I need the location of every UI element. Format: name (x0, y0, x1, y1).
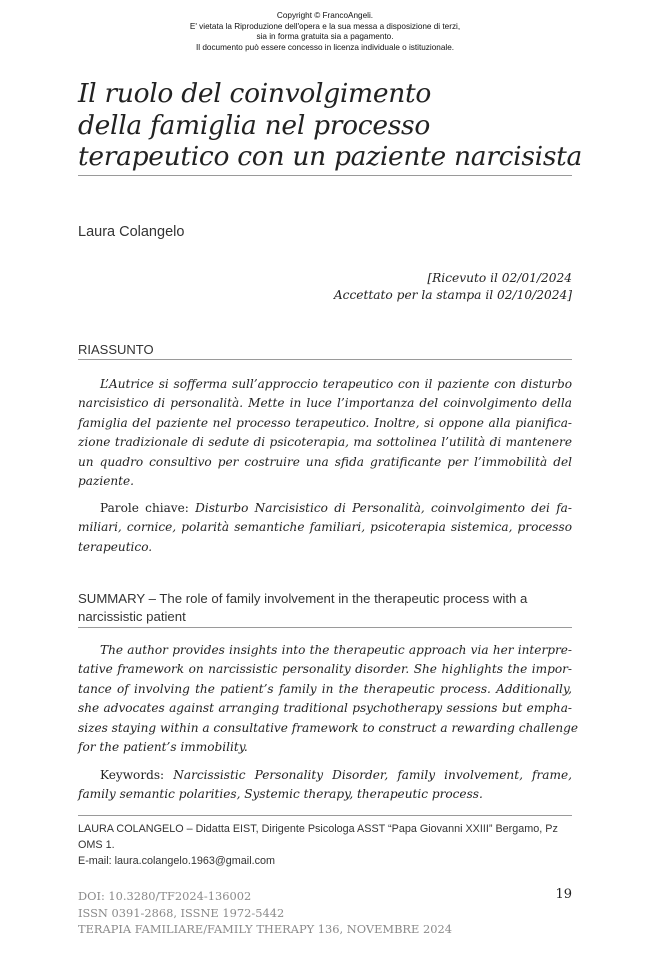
summary-heading-line: SUMMARY – The role of family involvement in the therapeutic process with a (78, 591, 528, 606)
doi-line: DOI: 10.3280/TF2024-136002 (78, 889, 252, 903)
abstract-line: narcisistico di personalità. Mette in luce l’importanza del coinvolgimento della (78, 396, 572, 411)
title-line: Il ruolo del coinvolgimento (78, 78, 432, 109)
copyright-line: Copyright © FrancoAngeli. (276, 11, 374, 20)
keywords-label: Parole chiave: (100, 501, 189, 515)
affiliation-line: LAURA COLANGELO – Didatta EIST, Dirigente Psicologa ASST “Papa Giovanni XXIII” Bergamo, Pz (78, 823, 558, 835)
abstract-line: un quadro consultivo per costruire una sfida gratificante per l’immobilità del (78, 454, 572, 469)
keywords-line: miliari, cornice, polarità semantiche familiari, psicoterapia sistemica, processo (78, 520, 572, 535)
abstract-line: tative framework on narcissistic personality disorder. She highlights the impor- (78, 662, 572, 677)
riassunto-abstract (78, 375, 572, 491)
copyright-line: E' vietata la Riproduzione dell'opera e la sua messa a disposizione di terzi, (189, 21, 461, 31)
title-line: terapeutico con un paziente narcisista (78, 141, 582, 172)
keywords-line: Narcissistic Personality Disorder, family involvement, frame, (173, 768, 572, 782)
abstract-line: The author provides insights into the therapeutic approach via her interpre- (100, 643, 572, 657)
copyright-notice (0, 11, 650, 53)
affiliation-line: OMS 1. (78, 839, 115, 851)
riassunto-keywords (78, 499, 572, 557)
title-divider (78, 175, 572, 176)
copyright-line: sia in forma gratuita sia a pagamento. (256, 32, 394, 42)
summary-heading (78, 590, 572, 626)
summary-abstract (78, 641, 579, 757)
abstract-line: zione tradizionale di sedute di psicoterapia, ma sottolinea l’utilità di mantenere (78, 435, 572, 450)
abstract-line: tance of involving the patient’s family in the therapeutic process. Additionally, (78, 681, 572, 696)
issn-line: ISSN 0391-2868, ISSNE 1972-5442 (78, 905, 285, 920)
copyright-line: Il documento può essere concesso in licenza individuale o istituzionale. (195, 42, 455, 52)
publication-info (78, 888, 452, 938)
accepted-date: Accettato per la stampa il 02/10/2024] (333, 288, 572, 302)
summary-divider (78, 627, 572, 628)
author-affiliation (78, 821, 578, 869)
keywords-label: Keywords: (100, 768, 165, 782)
summary-heading-line: narcissistic patient (78, 609, 186, 624)
keywords-line: Disturbo Narcisistico di Personalità, coinvolgimento dei fa- (195, 501, 572, 515)
riassunto-heading: RIASSUNTO (78, 342, 154, 357)
journal-line: TERAPIA FAMILIARE/FAMILY THERAPY 136, NOVEMBRE 2024 (78, 922, 452, 936)
abstract-line: for the patient’s immobility. (78, 740, 248, 755)
abstract-line: sizes staying within a consultative framework to construct a rewarding challenge (78, 720, 579, 735)
keywords-line: terapeutico. (78, 539, 153, 554)
abstract-line: paziente. (78, 474, 134, 489)
abstract-line: she advocates against arranging traditional psychotherapy sessions but empha- (78, 701, 572, 716)
summary-keywords (78, 766, 572, 805)
article-title (78, 78, 582, 173)
keywords-line: family semantic polarities, Systemic therapy, therapeutic process. (78, 787, 483, 802)
email-line: E-mail: laura.colangelo.1963@gmail.com (78, 855, 276, 867)
abstract-line: famiglia del paziente nel processo terapeutico. Inoltre, si oppone alla pianifica- (78, 415, 572, 430)
page-number: 19 (555, 887, 572, 902)
abstract-line: L’Autrice si sofferma sull’approccio terapeutico con il paziente con disturbo (100, 377, 572, 391)
submission-dates (334, 270, 572, 304)
author-name: Laura Colangelo (78, 224, 185, 240)
received-date: [Ricevuto il 02/01/2024 (427, 271, 572, 285)
footnote-divider (78, 815, 572, 816)
title-line: della famiglia nel processo (78, 109, 430, 141)
riassunto-divider (78, 359, 572, 360)
